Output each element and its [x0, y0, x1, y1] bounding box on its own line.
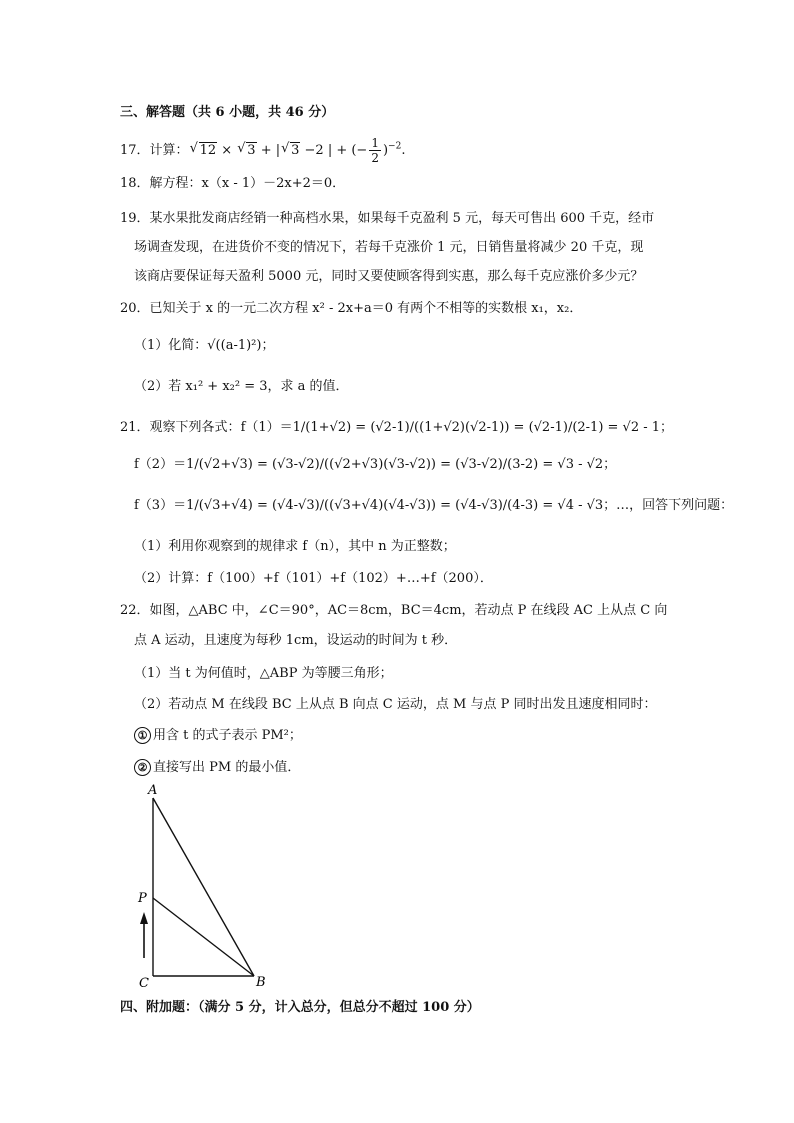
question-20-part-1: （1）化简：√((a-1)²)；: [134, 338, 275, 353]
question-17: 17．计算：√ 12 × √ 3 + |√ 3 −2 | + (− $\frac{1}{2}$ )$^{-2}$.: [120, 136, 405, 165]
label-a: A: [148, 783, 158, 798]
question-19-line-2: 场调查发现，在进货价不变的情况下，若每千克涨价 1 元，日销售量将减少 20 千克，现: [134, 240, 644, 255]
segment-pb: [153, 898, 254, 976]
side-ab: [153, 798, 254, 976]
question-21-row-2: f（2）＝1/(√2+√3) = (√3-√2)/((√2+√3)(√3-√2)) = (√3-√2)/(3-2) = √3 - √2；: [134, 457, 617, 472]
question-20: 20．已知关于 x 的一元二次方程 x² - 2x+a＝0 有两个不相等的实数根 x₁，x₂．: [120, 301, 583, 316]
question-21-row-3: f（3）＝1/(√3+√4) = (√4-√3)/((√3+√4)(√4-√3)) = (√4-√3)/(4-3) = √4 - √3；…，回答下列问题：: [134, 498, 734, 513]
question-22-sub-1: ① 用含 t 的式子表示 PM²；: [134, 726, 302, 746]
section-4-heading: 四、附加题：（满分 5 分，计入总分，但总分不超过 100 分）: [120, 1000, 480, 1015]
label-p: P: [138, 891, 147, 906]
question-21-row-1: 21．观察下列各式：f（1）＝1/(1+√2) = (√2-1)/((1+√2)(√2-1)) = (√2-1)/(2-1) = √2 - 1；: [120, 420, 674, 435]
triangle-figure: [130, 780, 280, 995]
question-22-line-2: 点 A 运动，且速度为每秒 1cm，设运动的时间为 t 秒．: [134, 633, 458, 648]
question-21-part-2: （2）计算：f（100）+f（101）+f（102）+…+f（200）．: [134, 571, 493, 586]
label-b: B: [256, 975, 266, 990]
q17-expression: √ 12 × √ 3 + |√ 3 −2 | + (− $\frac{1}{2}$ )$^{-2}$.: [189, 143, 406, 158]
question-19-line-3: 该商店要保证每天盈利 5000 元，同时又要使顾客得到实惠，那么每千克应涨价多少元？: [134, 269, 644, 284]
question-22-part-2: （2）若动点 M 在线段 BC 上从点 B 向点 C 运动，点 M 与点 P 同时出发且速度相同时：: [134, 697, 657, 712]
section-3-heading: 三、解答题（共 6 小题，共 46 分）: [120, 105, 335, 120]
question-22-sub-2: ② 直接写出 PM 的最小值．: [134, 758, 300, 778]
question-18: 18．解方程：x（x - 1）－2x+2＝0．: [120, 176, 346, 191]
question-21-part-1: （1）利用你观察到的规律求 f（n），其中 n 为正整数；: [134, 539, 456, 554]
label-c: C: [139, 976, 149, 991]
question-22-part-1: （1）当 t 为何值时，△ABP 为等腰三角形；: [134, 666, 393, 681]
arrow-head-icon: [140, 912, 148, 924]
question-22-line-1: 22．如图，△ABC 中，∠C＝90°，AC＝8cm，BC＝4cm，若动点 P 在线段 AC 上从点 C 向: [120, 603, 668, 618]
question-20-part-2: （2）若 x₁² + x₂² = 3，求 a 的值．: [134, 379, 349, 394]
question-19-line-1: 19．某水果批发商店经销一种高档水果，如果每千克盈利 5 元，每天可售出 600 千克，经市: [120, 211, 655, 226]
